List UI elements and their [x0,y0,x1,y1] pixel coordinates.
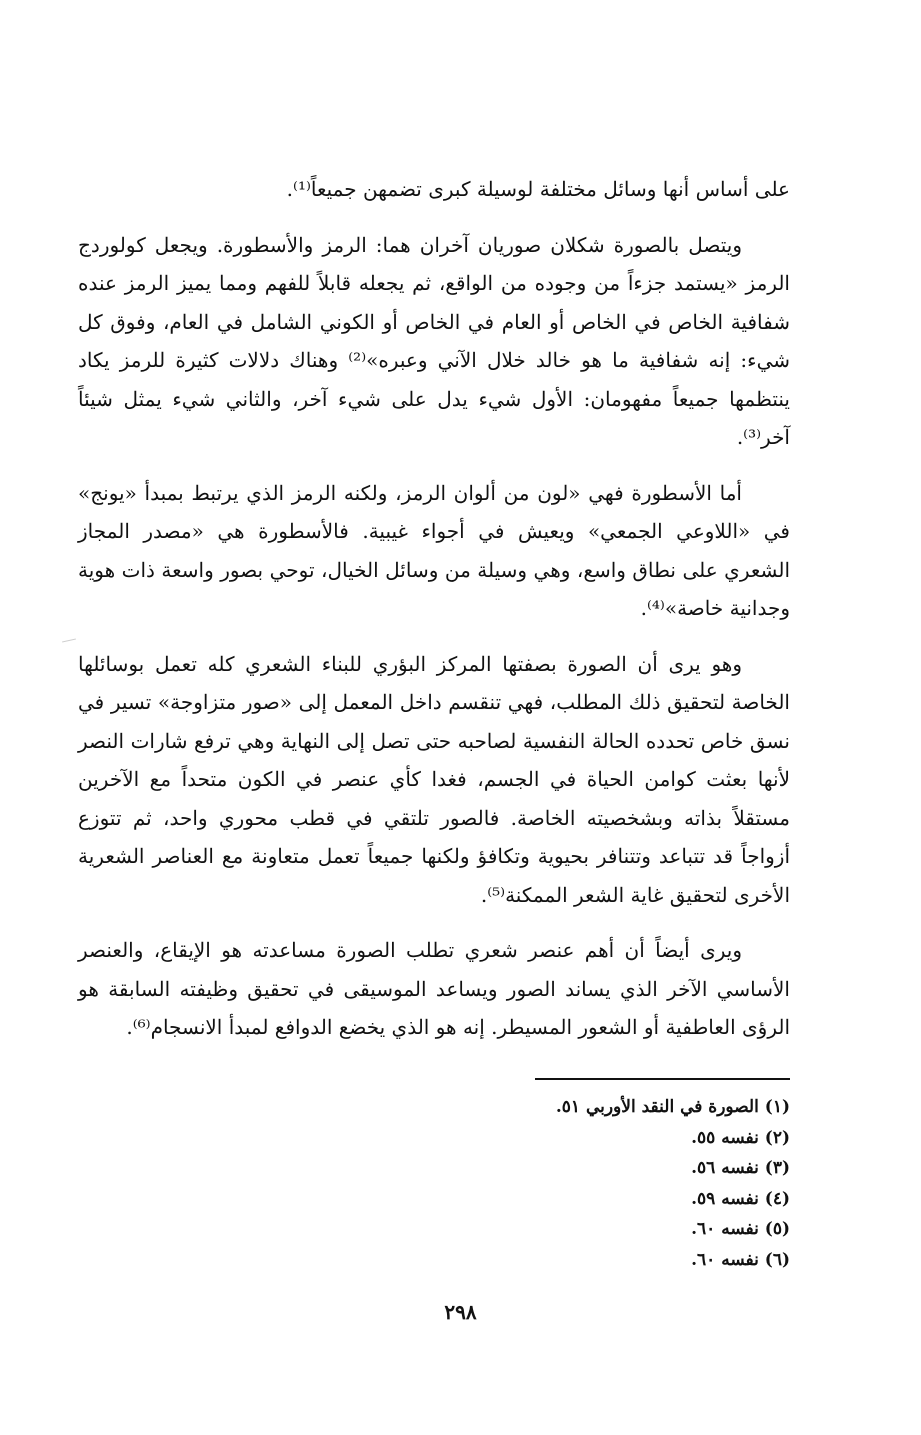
paragraph-2: ويتصل بالصورة شكلان صوريان آخران هما: الرمز والأسطورة. ويجعل كولوردج الرمز «يستمد جزءاً من وجوده من الواقع، ثم يجعله قابلاً للفهم ومما يميز الرمز عنده شفافية الخاص في الخاص أو العام في الخاص أو الكوني الشامل في العام، وفوق كل شيء: إنه شفافية ما هو خالد خلال الآني وعبره»⁽²⁾ وهناك دلالات كثيرة للرمز يكاد ينتظمها جميعاً مفهومان: الأول شيء يدل على شيء آخر، والثاني شيء يمثل شيئاً آخر⁽³⁾. [78,232,790,449]
footnotes [420,1092,790,1275]
footnote-3: (٣) نفسه ٥٦. [691,1158,790,1178]
paragraph-5: ويرى أيضاً أن أهم عنصر شعري تطلب الصورة مساعدته هو الإيقاع، والعنصر الأساسي الآخر الذي يساند الصور ويساعد الموسيقى في تحقيق وظيفته السابقة هو الرؤى العاطفية أو الشعور المسيطر. إنه هو الذي يخضع الدوافع لمبدأ الانسجام⁽⁶⁾. [78,938,790,1039]
footnote-4: (٤) نفسه ٥٩. [691,1188,790,1209]
paragraph-4: وهو يرى أن الصورة بصفتها المركز البؤري للبناء الشعري كله تعمل بوسائلها الخاصة لتحقيق ذلك المطلب، فهي تنقسم داخل المعمل إلى «صور متزاوجة» تسير في نسق خاص تحدده الحالة النفسية لصاحبه حتى تصل إلى النهاية وهي ترفع شارات النصر لأنها بعثت كوامن الحياة في الجسم، فغدا كأي عنصر في الكون متحداً مع الآخرين مستقلاً بذاته وبشخصيته الخاصة. فالصور تلتقي في قطب محوري واحد، ثم تتوزع أزواجاً قد تتباعد وتتنافر بحيوية وتكافؤ ولكنها جميعاً تعمل متعاونة مع العناصر الشعرية الأخرى لتحقيق غاية الشعر الممكنة⁽⁵⁾. [78,651,790,907]
footnote-2: (٢) نفسه ٥٥. [691,1127,790,1148]
footnote-separator [535,1078,790,1080]
footnote-1: (١) الصورة في النقد الأوربي ٥١. [555,1097,790,1117]
paragraph-1: على أساس أنها وسائل مختلفة لوسيلة كبرى تضمهن جميعاً⁽¹⁾. [286,177,790,201]
footnote-5: (٥) نفسه ٦٠. [691,1219,790,1239]
scan-artifact [62,639,76,643]
page-number: ٢٩٨ [444,1300,477,1324]
footnote-6: (٦) نفسه ٦٠. [691,1249,790,1270]
paragraph-3: أما الأسطورة فهي «لون من ألوان الرمز، ولكنه الرمز الذي يرتبط بمبدأ «يونج» في «اللاوعي الجمعي» ويعيش في أجواء غيبية. فالأسطورة هي «مصدر المجاز الشعري على نطاق واسع، وهي وسيلة من وسائل الخيال، توحي بصور واسعة ذات هوية وجدانية خاصة»⁽⁴⁾. [78,480,790,620]
main-text [78,170,790,1064]
